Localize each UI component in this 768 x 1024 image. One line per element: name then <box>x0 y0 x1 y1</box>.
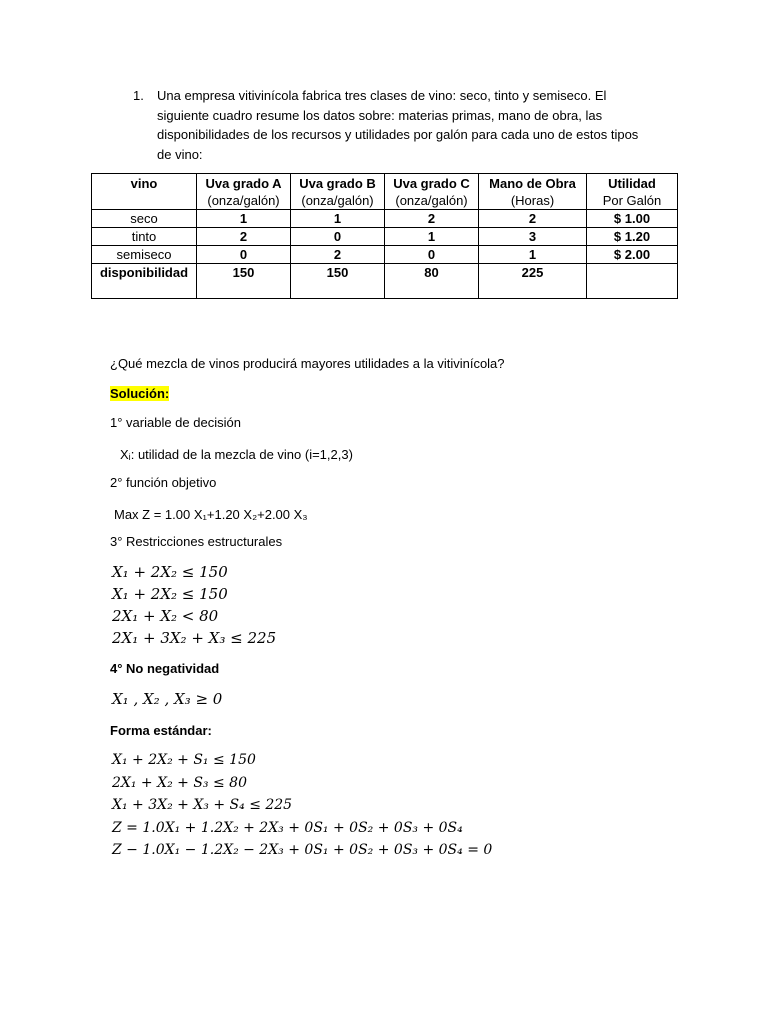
non-negativity: X₁ , X₂ , X₃ ≥ 0 <box>112 690 223 708</box>
table-cell: seco <box>92 210 197 228</box>
constraints-block <box>112 561 276 649</box>
step4-title: 4° No negatividad <box>110 661 220 676</box>
table-cell: 225 <box>479 264 587 299</box>
constraint-line: X₁ + 2X₂ ≤ 150 <box>112 585 228 603</box>
table-cell: 1 <box>385 228 479 246</box>
problem-number: 1. <box>133 88 144 103</box>
table-row <box>92 228 678 246</box>
constraint-line: 2X₁ + 3X₂ + X₃ ≤ 225 <box>112 629 277 647</box>
table-cell: 3 <box>479 228 587 246</box>
header-cell: Utilidad Por Galón <box>587 174 678 210</box>
table-cell <box>587 264 678 299</box>
table-cell: $ 2.00 <box>587 246 678 264</box>
table-cell: 1 <box>479 246 587 264</box>
standard-form-block <box>112 749 492 862</box>
table-cell: 0 <box>385 246 479 264</box>
table-cell: 1 <box>291 210 385 228</box>
table-cell: 150 <box>197 264 291 299</box>
standard-form-line: X₁ + 2X₂ + S₁ ≤ 150 <box>112 752 256 768</box>
table-cell: 2 <box>479 210 587 228</box>
table-row <box>92 264 678 299</box>
header-cell: Uva grado C (onza/galón) <box>385 174 479 210</box>
step2-title: 2° función objetivo <box>110 475 217 490</box>
table-cell: tinto <box>92 228 197 246</box>
wine-data-table <box>91 173 678 299</box>
table-cell: 0 <box>291 228 385 246</box>
header-cell: Uva grado A (onza/galón) <box>197 174 291 210</box>
step2-body: Max Z = 1.00 X₁+1.20 X₂+2.00 X₃ <box>114 507 308 522</box>
table-cell: 150 <box>291 264 385 299</box>
table-cell: 80 <box>385 264 479 299</box>
table-cell: 2 <box>291 246 385 264</box>
constraint-line: 2X₁ + X₂ < 80 <box>112 607 219 625</box>
step1-body: Xᵢ: utilidad de la mezcla de vino (i=1,2,3) <box>120 447 353 462</box>
step1-title: 1° variable de decisión <box>110 415 241 430</box>
header-cell: Uva grado B (onza/galón) <box>291 174 385 210</box>
table-cell: 2 <box>385 210 479 228</box>
standard-form-title: Forma estándar: <box>110 723 212 738</box>
table-cell: 0 <box>197 246 291 264</box>
table-cell: disponibilidad <box>92 264 197 299</box>
header-cell: Mano de Obra (Horas) <box>479 174 587 210</box>
table-cell: semiseco <box>92 246 197 264</box>
constraint-line: X₁ + 2X₂ ≤ 150 <box>112 563 228 581</box>
table-cell: 1 <box>197 210 291 228</box>
solution-label: Solución: <box>110 386 170 401</box>
table-row <box>92 210 678 228</box>
standard-form-line: X₁ + 3X₂ + X₃ + S₄ ≤ 225 <box>112 797 293 813</box>
header-cell: vino <box>92 174 197 210</box>
table-header-row <box>92 174 678 210</box>
table-cell: $ 1.00 <box>587 210 678 228</box>
table-cell: 2 <box>197 228 291 246</box>
standard-form-line: Z = 1.0X₁ + 1.2X₂ + 2X₃ + 0S₁ + 0S₂ + 0S₃ + 0S₄ <box>112 819 463 836</box>
step3-title: 3° Restricciones estructurales <box>110 534 283 549</box>
problem-statement <box>133 86 653 164</box>
question: ¿Qué mezcla de vinos producirá mayores utilidades a la vitivinícola? <box>110 356 505 371</box>
standard-form-line: Z − 1.0X₁ − 1.2X₂ − 2X₃ + 0S₁ + 0S₂ + 0S₃ + 0S₄ = 0 <box>112 842 493 858</box>
problem-text: Una empresa vitivinícola fabrica tres clases de vino: seco, tinto y semiseco. El siguiente cuadro resume los datos sobre: materias primas, mano de obra, las disponibilidades de los recursos y utilidades por galón para cada uno de estos tipos de vino: <box>157 88 639 162</box>
standard-form-line: 2X₁ + X₂ + S₃ ≤ 80 <box>112 774 247 791</box>
table-cell: $ 1.20 <box>587 228 678 246</box>
table-row <box>92 246 678 264</box>
